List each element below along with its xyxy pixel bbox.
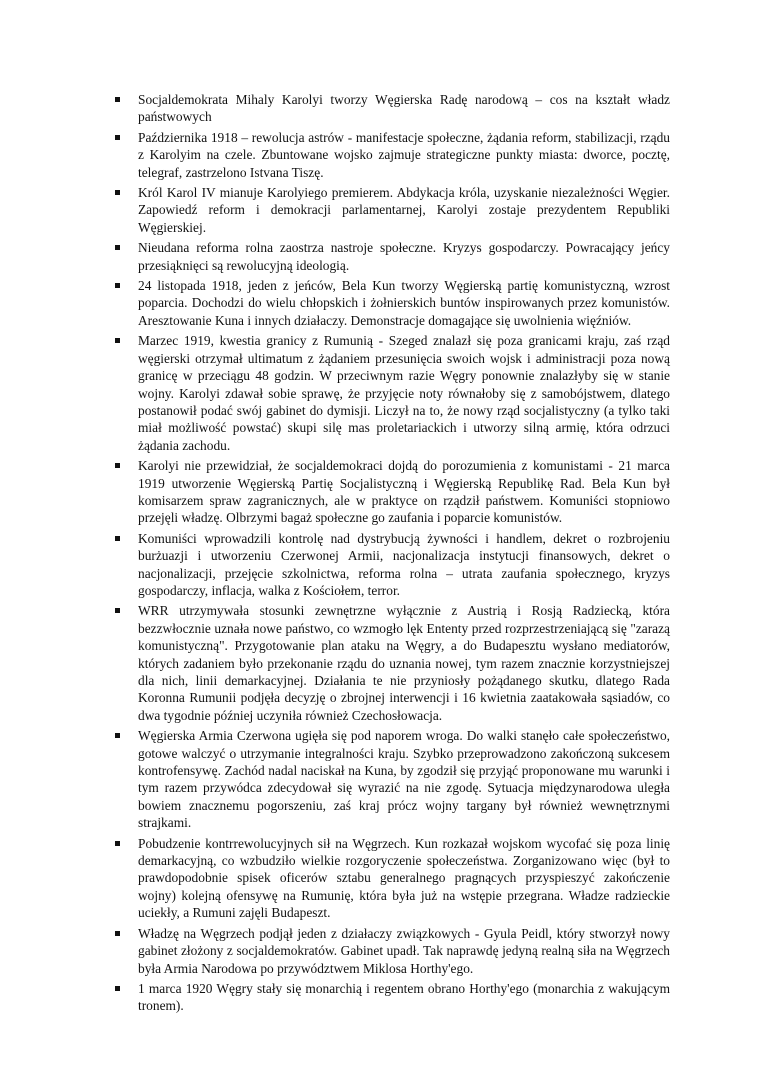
list-item-text: 24 listopada 1918, jeden z jeńców, Bela Kun tworzy Węgierską partię komunistyczną, wzrost poparcia. Dochodzi do wielu chłopskich i żołnierskich buntów inspirowanych przez komunistów. Aresztowanie Kuna i innych działaczy. Demonstracje domagające się uwolnienia więźniów. xyxy=(138,278,670,328)
square-bullet-icon xyxy=(115,97,120,102)
list-item xyxy=(114,925,670,977)
list-item xyxy=(114,184,670,236)
square-bullet-icon xyxy=(115,463,120,468)
list-item-text: Węgierska Armia Czerwona ugięła się pod naporem wroga. Do walki stanęło całe społeczeństwo, gotowe walczyć o utrzymanie integralności kraju. Szybko przeprowadzono zakończoną sukcesem kontrofensywę. Zachód nadal naciskał na Kuna, by zgodził się przyjąć proponowane mu warunki i tym razem przywódca zdecydował się wyrazić na nie zgodę. Sytuacja międzynarodowa uległa bowiem znacznemu pogorszeniu, zaś kraj prócz wojny targany był również wewnętrznymi strajkami. xyxy=(138,728,670,831)
square-bullet-icon xyxy=(115,931,120,936)
list-item xyxy=(114,277,670,329)
list-item xyxy=(114,835,670,922)
list-item-text: Marzec 1919, kwestia granicy z Rumunią - Szeged znalazł się poza granicami kraju, zaś rząd węgierski otrzymał ultimatum z żądaniem przesunięcia swoich wojsk i administracji poza nową granicę w przeciągu 48 godzin. W przeciwnym razie Węgry ponownie znalazłyby się w stanie wojny. Karolyi zdawał sobie sprawę, że przyjęcie noty równałoby się z samobójstwem, dlatego postanowił podać swój gabinet do dymisji. Liczył na to, że nowy rząd socjalistyczny (a tylko taki miał możliwość powstać) skupi silę mas proletariackich i utworzy silną armię, która odrzuci żądania zachodu. xyxy=(138,333,670,453)
list-item xyxy=(114,91,670,126)
list-item-text: Król Karol IV mianuje Karolyiego premierem. Abdykacja króla, uzyskanie niezależności Węgier. Zapowiedź reform i demokracji parlamentarnej, Karolyi zostaje prezydentem Republiki Węgierskiej. xyxy=(138,185,670,235)
square-bullet-icon xyxy=(115,135,120,140)
square-bullet-icon xyxy=(115,245,120,250)
list-item xyxy=(114,239,670,274)
square-bullet-icon xyxy=(115,338,120,343)
list-item-text: Października 1918 – rewolucja astrów - manifestacje społeczne, żądania reform, stabilizacji, rządu z Karolyim na czele. Zbuntowane wojsko zajmuje strategiczne punkty miasta: dworce, pocztę, telegraf, zastrzelono Istvana Tiszę. xyxy=(138,129,670,180)
square-bullet-icon xyxy=(115,608,120,613)
list-item-text: Komuniści wprowadzili kontrolę nad dystrybucją żywności i handlem, dekret o rozbrojeniu burżuazji i utworzeniu Czerwonej Armii, nacjonalizacja instytucji finansowych, dekret o nacjonalizacji, przejęcie szkolnictwa, reforma rolna – utrata zaufania społecznego, kryzys gospodarczy, inflacja, walka z Kościołem, terror. xyxy=(138,530,670,598)
square-bullet-icon xyxy=(115,190,120,195)
list-item xyxy=(114,332,670,454)
square-bullet-icon xyxy=(115,733,120,738)
list-item-text: 1 marca 1920 Węgry stały się monarchią i regentem obrano Horthy'ego (monarchia z wakującym tronem). xyxy=(138,980,670,1014)
list-item xyxy=(114,602,670,724)
square-bullet-icon xyxy=(115,841,120,846)
list-item-text: Pobudzenie kontrrewolucyjnych sił na Węgrzech. Kun rozkazał wojskom wycofać się poza linię demarkacyjną, co wzbudziło wielkie rozgoryczenie społeczeństwa. Zorganizowano więc (był to prawdopodobnie spisek oficerów sztabu generalnego pragnących przyspieszyć zakończenie wojny) kolejną ofensywę na Rumunię, która była już na wstępie przegrana. Władze radzieckie uciekły, a Rumuni zajęli Budapeszt. xyxy=(138,835,670,921)
list-item-text: WRR utrzymywała stosunki zewnętrzne wyłącznie z Austrią i Rosją Radziecką, która bezzwłocznie uznała nowe państwo, co wzmogło lęk Ententy przed rozprzestrzeniającą się "zarazą komunistyczną". Przygotowanie plan ataku na Węgry, a do Budapesztu wysłano mediatorów, których zadaniem było przekonanie rządu do uznania nowej, tym razem znacznie korzystniejszej dla nich, linii demarkacyjnej. Działania te nie przyniosły pożądanego skutku, dlatego Rada Koronna Rumunii podjęła decyzję o zbrojnej interwencji i 16 kwietnia zaatakowała sąsiadów, co dwa tygodnie później uczyniła również Czechosłowacja. xyxy=(138,603,670,723)
list-item-text: Władzę na Węgrzech podjął jeden z działaczy związkowych - Gyula Peidl, który stworzył nowy gabinet złożony z socjaldemokratów. Gabinet upadł. Tak naprawdę jedyną realną siła na Węgrzech była Armia Narodowa po przywództwem Miklosa Horthy'ego. xyxy=(138,925,670,976)
list-item xyxy=(114,129,670,181)
list-item-text: Karolyi nie przewidział, że socjaldemokraci dojdą do porozumienia z komunistami - 21 marca 1919 utworzenie Węgierską Partię Socjalistyczną i Węgierską Republikę Rad. Bela Kun był komisarzem spraw zagranicznych, ale w praktyce on rządził państwem. Komuniści stopniowo przejęli władzę. Olbrzymi bagaż społeczne go zaufania i poparcie komunistów. xyxy=(138,458,670,526)
square-bullet-icon xyxy=(115,986,120,991)
list-item xyxy=(114,727,670,831)
list-item-text: Socjaldemokrata Mihaly Karolyi tworzy Węgierska Radę narodową – cos na kształt władz państwowych xyxy=(138,92,670,125)
square-bullet-icon xyxy=(115,283,120,288)
list-item xyxy=(114,980,670,1015)
list-item xyxy=(114,457,670,527)
square-bullet-icon xyxy=(115,536,120,541)
list-item xyxy=(114,530,670,600)
bullet-list xyxy=(114,91,670,1018)
list-item-text: Nieudana reforma rolna zaostrza nastroje społeczne. Kryzys gospodarczy. Powracający jeńcy przesiąknięci są rewolucyjną ideologią. xyxy=(138,240,670,273)
